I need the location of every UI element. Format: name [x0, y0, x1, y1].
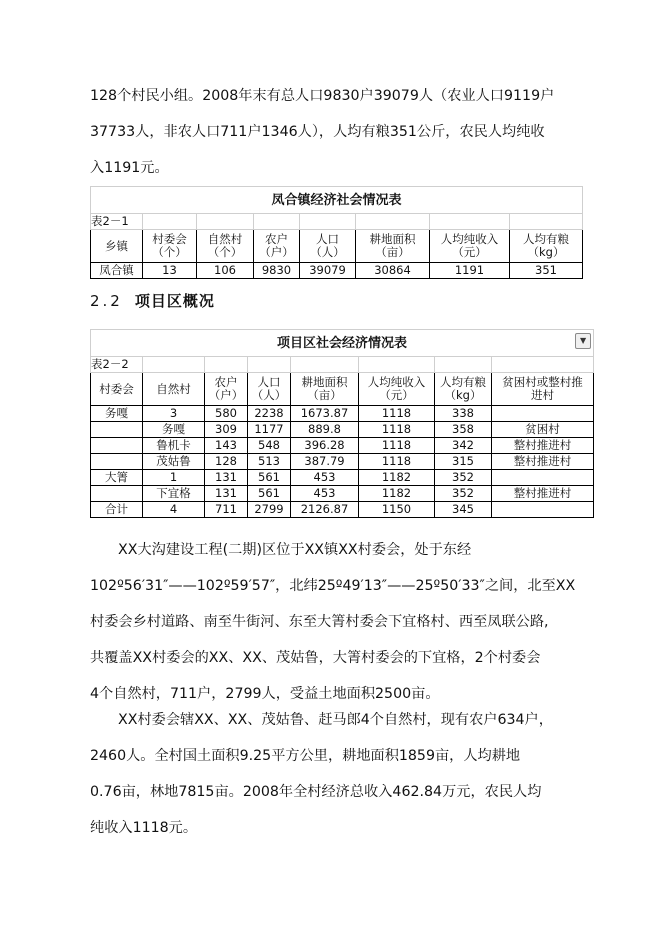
table2-cell: 513 — [248, 454, 291, 470]
table2-cell: 309 — [205, 422, 248, 438]
table1-cell: 13 — [143, 263, 197, 279]
table2-cell: 2126.87 — [291, 502, 359, 518]
table2-cell: 1673.87 — [291, 406, 359, 422]
table2-cell: 整村推进村 — [492, 486, 594, 502]
table-row — [91, 422, 594, 438]
table2-cell: 131 — [205, 486, 248, 502]
table1-header-7: 人均有粮 （kg） — [510, 230, 583, 263]
table2-cell: 387.79 — [291, 454, 359, 470]
table-row — [91, 438, 594, 454]
table-row — [91, 486, 594, 502]
body-p2-line-4: 纯收入1118元。 — [90, 820, 198, 836]
table2-cell — [91, 454, 143, 470]
table2-cell: 711 — [205, 502, 248, 518]
table2-cell: 548 — [248, 438, 291, 454]
table2-header-4: 耕地面积 （亩） — [291, 373, 359, 406]
table2-cell: 1182 — [359, 486, 435, 502]
body-p2-line-1: XX村委会辖XX、XX、茂姑鲁、赶马郎4个自然村，现有农户634户， — [118, 712, 553, 728]
body-p1-line-5: 4个自然村，711户，2799人，受益土地面积2500亩。 — [90, 686, 440, 702]
table2-cell: 整村推进村 — [492, 454, 594, 470]
table1-header-6: 人均纯收入 （元） — [430, 230, 510, 263]
table1-cell: 凤合镇 — [91, 263, 143, 279]
table1-header-2: 自然村 （个） — [197, 230, 254, 263]
table2-cell: 453 — [291, 470, 359, 486]
table1-cell: 39079 — [300, 263, 356, 279]
table2-cell: 务嘎 — [143, 422, 205, 438]
table2-cell: 1177 — [248, 422, 291, 438]
table2-header-3: 人口 （人） — [248, 373, 291, 406]
table2-cell — [91, 486, 143, 502]
table2-cell: 561 — [248, 470, 291, 486]
body-p1-line-2: 102º56′31″——102º59′57″，北纬25º49′13″——25º50′33″之间，北至XX — [90, 578, 576, 594]
table2-header-7: 贫困村或整村推 进村 — [492, 373, 594, 406]
table-1-label: 表2－1 — [91, 214, 143, 230]
table2-cell: 1118 — [359, 422, 435, 438]
table2-cell: 鲁机卡 — [143, 438, 205, 454]
section-number: 2.2 — [90, 292, 123, 310]
intro-line-3: 入1191元。 — [90, 160, 169, 176]
body-p1-line-1: XX大沟建设工程(二期)区位于XX镇XX村委会，处于东经 — [118, 542, 472, 558]
table2-cell: 1118 — [359, 406, 435, 422]
table-1-title: 凤合镇经济社会情况表 — [91, 187, 583, 214]
intro-line-2: 37733人，非农人口711户1346人），人均有粮351公斤，农民人均纯收 — [90, 124, 545, 140]
table1-cell: 106 — [197, 263, 254, 279]
table2-header-2: 农户 （户） — [205, 373, 248, 406]
table2-cell — [492, 502, 594, 518]
table2-header-0: 村委会 — [91, 373, 143, 406]
table2-header-6: 人均有粮 （kg） — [435, 373, 492, 406]
table2-cell: 345 — [435, 502, 492, 518]
section-title: 项目区概况 — [134, 292, 215, 310]
table-row — [91, 263, 583, 279]
table2-cell: 453 — [291, 486, 359, 502]
table2-cell: 贫困村 — [492, 422, 594, 438]
table2-header-1: 自然村 — [143, 373, 205, 406]
table-row — [91, 502, 594, 518]
table2-cell: 1150 — [359, 502, 435, 518]
body-p2-line-3: 0.76亩，林地7815亩。2008年全村经济总收入462.84万元，农民人均 — [90, 784, 542, 800]
table2-cell: 合计 — [91, 502, 143, 518]
section-heading — [90, 290, 215, 311]
table2-cell: 1118 — [359, 438, 435, 454]
table1-header-4: 人口 （人） — [300, 230, 356, 263]
table2-cell: 561 — [248, 486, 291, 502]
table2-cell: 务嘎 — [91, 406, 143, 422]
body-p1-line-3: 村委会乡村道路、南至牛街河、东至大箐村委会下宜格村、西至凤联公路, — [90, 614, 549, 630]
table2-cell: 茂姑鲁 — [143, 454, 205, 470]
table2-cell — [492, 406, 594, 422]
table2-cell: 2799 — [248, 502, 291, 518]
table2-cell: 1 — [143, 470, 205, 486]
table1-cell: 351 — [510, 263, 583, 279]
table2-cell: 大箐 — [91, 470, 143, 486]
table2-cell: 3 — [143, 406, 205, 422]
table2-cell: 396.28 — [291, 438, 359, 454]
table-row — [91, 454, 594, 470]
table2-cell: 338 — [435, 406, 492, 422]
table2-cell: 整村推进村 — [492, 438, 594, 454]
table2-cell — [91, 422, 143, 438]
table2-cell: 1182 — [359, 470, 435, 486]
table1-cell: 9830 — [254, 263, 300, 279]
table1-header-1: 村委会 （个） — [143, 230, 197, 263]
table2-cell: 128 — [205, 454, 248, 470]
table-2-title: 项目区社会经济情况表 — [277, 335, 408, 351]
table2-cell: 2238 — [248, 406, 291, 422]
table1-header-0: 乡镇 — [91, 230, 143, 263]
table1-header-5: 耕地面积 （亩） — [356, 230, 430, 263]
body-p2-line-2: 2460人。全村国土面积9.25平方公里，耕地面积1859亩，人均耕地 — [90, 748, 521, 764]
intro-line-1: 128个村民小组。2008年末有总人口9830户39079人（农业人口9119户 — [90, 88, 555, 104]
table-row — [91, 406, 594, 422]
body-p1-line-4: 共覆盖XX村委会的XX、XX、茂姑鲁，大箐村委会的下宜格，2个村委会 — [90, 650, 541, 666]
table2-cell: 352 — [435, 486, 492, 502]
table-row — [91, 470, 594, 486]
table2-cell: 889.8 — [291, 422, 359, 438]
table2-cell: 1118 — [359, 454, 435, 470]
table-2-label: 表2－2 — [91, 357, 143, 373]
table2-cell: 下宜格 — [143, 486, 205, 502]
table2-cell: 342 — [435, 438, 492, 454]
table2-header-5: 人均纯收入 （元） — [359, 373, 435, 406]
table2-cell — [91, 438, 143, 454]
table2-cell: 131 — [205, 470, 248, 486]
table-1 — [90, 186, 582, 279]
table1-cell: 30864 — [356, 263, 430, 279]
table1-cell: 1191 — [430, 263, 510, 279]
table-2-title-cell — [91, 330, 594, 357]
table2-cell: 4 — [143, 502, 205, 518]
table2-cell: 143 — [205, 438, 248, 454]
table1-header-3: 农户 （户） — [254, 230, 300, 263]
table2-cell: 352 — [435, 470, 492, 486]
table2-cell: 580 — [205, 406, 248, 422]
filter-dropdown-icon[interactable]: ▼ — [575, 333, 591, 349]
table2-cell: 315 — [435, 454, 492, 470]
table2-cell: 358 — [435, 422, 492, 438]
table-2 — [90, 329, 593, 518]
table2-cell — [492, 470, 594, 486]
